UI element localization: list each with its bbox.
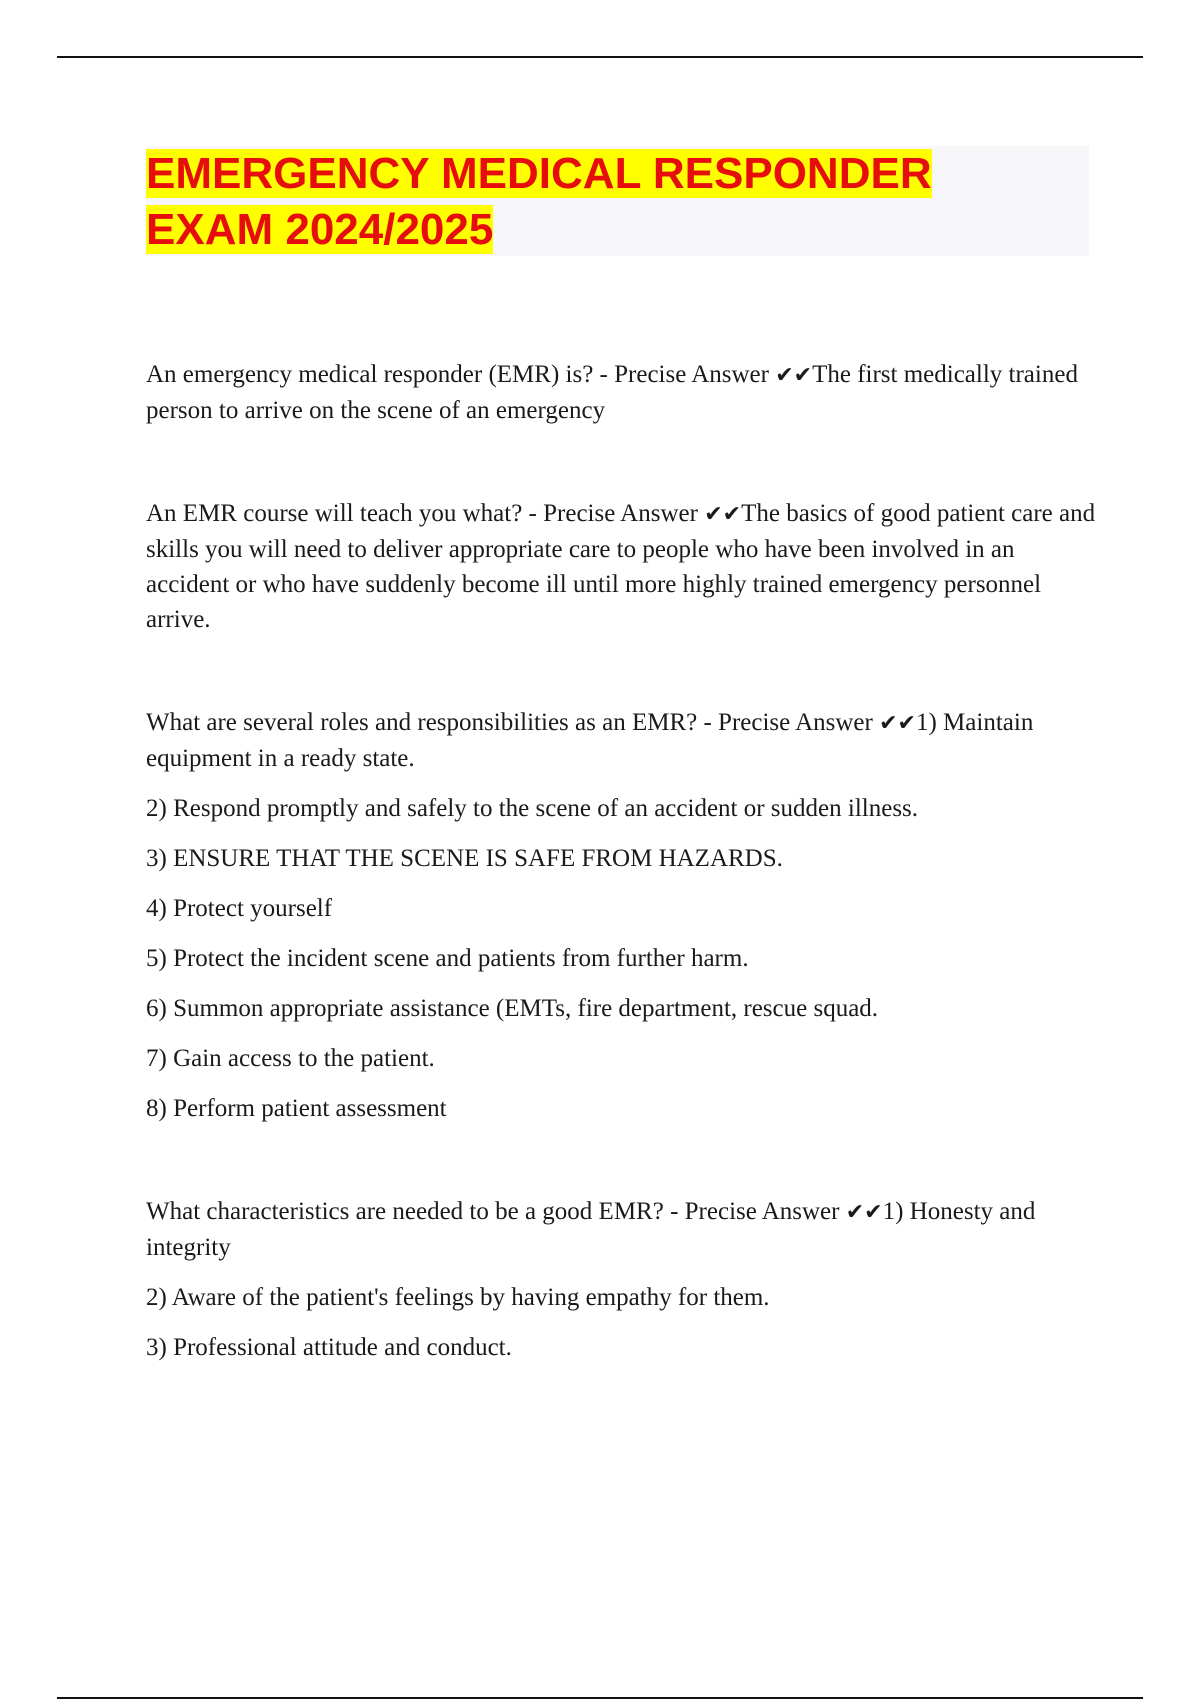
list-item: 3) Professional attitude and conduct. bbox=[146, 1334, 512, 1361]
answer-text: The basics of good patient care and skills you will need to deliver appropriate care to people who have been involved in an accident or who have suddenly become ill until more highly trained emergency personnel arrive. bbox=[146, 500, 1096, 633]
check-mark-icon: ✔✔ bbox=[845, 1200, 883, 1225]
answer-text: The first medically trained person to arrive on the scene of an emergency bbox=[146, 361, 1078, 424]
question-text: An emergency medical responder (EMR) is? - Precise Answer bbox=[146, 361, 776, 388]
check-mark-icon: ✔✔ bbox=[704, 502, 742, 527]
qa-paragraph bbox=[146, 705, 1096, 776]
question-text: What characteristics are needed to be a good EMR? - Precise Answer bbox=[146, 1198, 846, 1225]
question-text: What are several roles and responsibilities as an EMR? - Precise Answer bbox=[146, 709, 880, 736]
answer-text: 1) Maintain equipment in a ready state. bbox=[146, 709, 1034, 772]
page-title bbox=[146, 146, 1089, 258]
qa-content bbox=[146, 357, 1096, 1365]
qa-block bbox=[146, 496, 1096, 637]
list-item: 8) Perform patient assessment bbox=[146, 1095, 447, 1122]
question-text: An EMR course will teach you what? - Precise Answer bbox=[146, 500, 705, 527]
qa-block bbox=[146, 357, 1096, 428]
list-item: 4) Protect yourself bbox=[146, 895, 333, 922]
title-line-2: EXAM 2024/2025 bbox=[146, 205, 494, 254]
qa-paragraph bbox=[146, 357, 1096, 428]
footer-rule bbox=[57, 1697, 1143, 1699]
qa-block bbox=[146, 1194, 1096, 1365]
qa-paragraph bbox=[146, 1194, 1096, 1265]
list-item: 6) Summon appropriate assistance (EMTs, fire department, rescue squad. bbox=[146, 995, 879, 1022]
header-rule bbox=[57, 56, 1143, 58]
list-item: 2) Aware of the patient's feelings by having empathy for them. bbox=[146, 1284, 770, 1311]
answer-text: 1) Honesty and integrity bbox=[146, 1198, 1036, 1261]
list-item: 5) Protect the incident scene and patients from further harm. bbox=[146, 945, 749, 972]
title-line-1: EMERGENCY MEDICAL RESPONDER bbox=[146, 149, 932, 198]
qa-block bbox=[146, 705, 1096, 1126]
check-mark-icon: ✔✔ bbox=[879, 711, 916, 736]
list-item: 7) Gain access to the patient. bbox=[146, 1045, 435, 1072]
title-block bbox=[146, 146, 1089, 256]
check-mark-icon: ✔✔ bbox=[775, 363, 813, 388]
list-item: 2) Respond promptly and safely to the scene of an accident or sudden illness. bbox=[146, 795, 919, 822]
list-item: 3) ENSURE THAT THE SCENE IS SAFE FROM HAZARDS. bbox=[146, 845, 783, 872]
qa-paragraph bbox=[146, 496, 1096, 637]
